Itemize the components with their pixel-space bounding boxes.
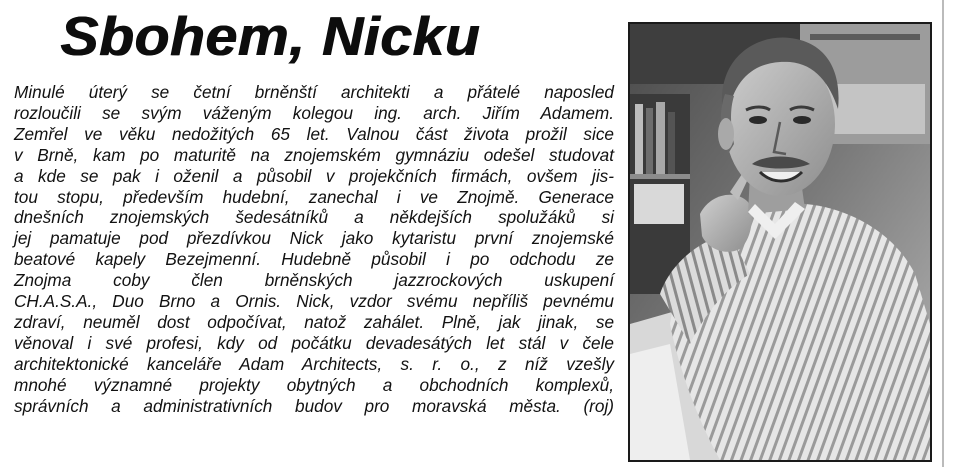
body-line: Znojma coby člen brněnských jazzrockových uskupení [14,270,614,291]
article-body [14,82,614,417]
portrait-illustration [630,24,930,460]
headline: Sbohem, Nicku [60,5,480,67]
body-line: a kde se pak i oženil a působil v projekčních firmách, ovšem jis- [14,165,614,186]
body-line: architektonické kanceláře Adam Architects, s. r. o., z níž vzešly [14,353,614,374]
body-line: tou stopu, především hudební, zanechal i ve Znojmě. Generace [14,186,614,207]
body-line: v Brně, kam po maturitě na znojemském gymnáziu odešel studovat [14,144,614,165]
body-line: zdraví, neuměl dost odpočívat, natož zahálet. Plně, jak jinak, se [14,311,614,332]
body-line: dnešních znojemských šedesátníků a někdejších spolužáků si [14,207,614,228]
body-line: beatové kapely Bezejmenní. Hudebně působil i po odchodu ze [14,249,614,270]
body-line-signature: správních a administrativních budov pro moravská města. (roj) [14,395,614,416]
body-line: rozloučili se svým váženým kolegou ing. arch. Jiřím Adamem. [14,102,614,123]
body-line: jej pamatuje pod přezdívkou Nick jako kytaristu první znojemské [14,228,614,249]
body-line: CH.A.S.A., Duo Brno a Ornis. Nick, vzdor svému nepříliš pevnému [14,291,614,312]
body-line: mnohé významné projekty obytných a obchodních komplexů, [14,374,614,395]
portrait-photo [628,22,932,462]
body-line: Zemřel ve věku nedožitých 65 let. Valnou část života prožil sice [14,123,614,144]
body-line: věnoval i své profesi, kdy od počátku devadesátých let stál v čele [14,332,614,353]
page-edge [942,0,944,467]
body-line: Minulé úterý se četní brněnští architekti a přátelé naposled [14,82,614,102]
